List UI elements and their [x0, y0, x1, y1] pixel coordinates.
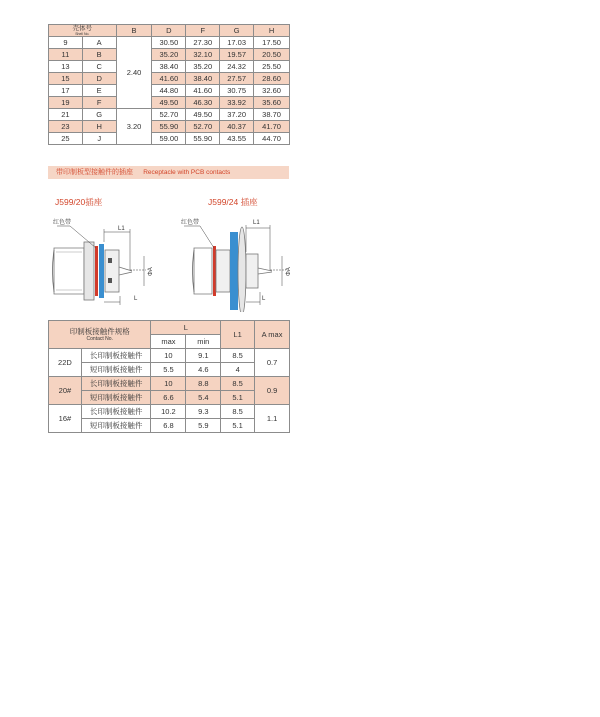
- table-row: [49, 61, 290, 73]
- l-min-cell: 8.8: [186, 377, 221, 391]
- contact-size-cell: 22D: [49, 349, 82, 377]
- f-cell: 46.30: [186, 97, 220, 109]
- header-l: L: [151, 321, 221, 335]
- contact-type-cell: 短印制板接触件: [81, 391, 151, 405]
- contact-type-cell: 长印制板接触件: [81, 405, 151, 419]
- h-cell: 28.60: [254, 73, 290, 85]
- f-cell: 49.50: [186, 109, 220, 121]
- f-cell: 41.60: [186, 85, 220, 97]
- amax-cell: 0.7: [255, 349, 290, 377]
- table-row: [49, 121, 290, 133]
- header-min: min: [186, 335, 221, 349]
- header-amax: A max: [255, 321, 290, 349]
- l-min-cell: 9.3: [186, 405, 221, 419]
- header-max: max: [151, 335, 186, 349]
- left-phi-a-label: ΦA: [148, 267, 154, 276]
- section-heading: [48, 166, 289, 179]
- contact-type-cell: 长印制板接触件: [81, 349, 151, 363]
- h-cell: 20.50: [254, 49, 290, 61]
- contact-type-cell: 短印制板接触件: [81, 419, 151, 433]
- header-d: D: [152, 25, 186, 37]
- shell-no-cell: 15: [49, 73, 83, 85]
- l-min-cell: 5.4: [186, 391, 221, 405]
- header-b: B: [116, 25, 152, 37]
- g-cell: 43.55: [220, 133, 254, 145]
- amax-cell: 0.9: [255, 377, 290, 405]
- f-cell: 35.20: [186, 61, 220, 73]
- l-min-cell: 5.9: [186, 419, 221, 433]
- shell-letter-cell: C: [82, 61, 116, 73]
- d-cell: 35.20: [152, 49, 186, 61]
- header-shell-no: [49, 25, 117, 37]
- f-cell: 38.40: [186, 73, 220, 85]
- d-cell: 30.50: [152, 37, 186, 49]
- d-cell: 52.70: [152, 109, 186, 121]
- l-max-cell: 6.6: [151, 391, 186, 405]
- h-cell: 17.50: [254, 37, 290, 49]
- d-cell: 41.60: [152, 73, 186, 85]
- right-l1-label: L1: [253, 220, 260, 226]
- shell-letter-cell: B: [82, 49, 116, 61]
- l1-cell: 8.5: [221, 405, 255, 419]
- shell-no-cell: 17: [49, 85, 83, 97]
- left-l1-label: L1: [118, 226, 125, 232]
- l1-cell: 5.1: [221, 391, 255, 405]
- shell-letter-cell: G: [82, 109, 116, 121]
- connector-diagrams: [48, 212, 298, 312]
- shell-letter-cell: J: [82, 133, 116, 145]
- shell-no-cell: 19: [49, 97, 83, 109]
- contact-size-cell: 20#: [49, 377, 82, 405]
- shell-letter-cell: H: [82, 121, 116, 133]
- l1-cell: 4: [221, 363, 255, 377]
- f-cell: 32.10: [186, 49, 220, 61]
- contact-size-cell: 16#: [49, 405, 82, 433]
- f-cell: 27.30: [186, 37, 220, 49]
- d-cell: 38.40: [152, 61, 186, 73]
- header-shell-zh: 壳体号: [72, 24, 93, 32]
- d-cell: 55.90: [152, 121, 186, 133]
- l-max-cell: 10: [151, 349, 186, 363]
- g-cell: 37.20: [220, 109, 254, 121]
- table-row: [49, 73, 290, 85]
- table-row: [49, 405, 290, 419]
- header-l1: L1: [221, 321, 255, 349]
- l1-cell: 5.1: [221, 419, 255, 433]
- contact-type-cell: 长印制板接触件: [81, 377, 151, 391]
- h-cell: 35.60: [254, 97, 290, 109]
- g-cell: 27.57: [220, 73, 254, 85]
- table-row: [49, 133, 290, 145]
- shell-no-cell: 25: [49, 133, 83, 145]
- l1-cell: 8.5: [221, 349, 255, 363]
- table-row: [49, 349, 290, 363]
- l-max-cell: 6.8: [151, 419, 186, 433]
- b-value-cell: 2.40: [116, 37, 152, 109]
- l-max-cell: 5.5: [151, 363, 186, 377]
- shell-size-table: [48, 24, 290, 145]
- header-shell-en: Shell No.: [75, 31, 90, 36]
- g-cell: 40.37: [220, 121, 254, 133]
- g-cell: 30.75: [220, 85, 254, 97]
- table-row: [49, 109, 290, 121]
- right-diagram-title: J599/24 插座: [208, 197, 258, 207]
- f-cell: 52.70: [186, 121, 220, 133]
- header-h: H: [254, 25, 290, 37]
- contact-spec-table: [48, 320, 290, 433]
- table-row: [49, 85, 290, 97]
- header-spec-zh: 印制板接触件规格: [69, 326, 130, 336]
- g-cell: 33.92: [220, 97, 254, 109]
- header-f: F: [186, 25, 220, 37]
- left-connector-drawing: [53, 226, 147, 305]
- left-l-label: L: [134, 296, 138, 302]
- section-title-zh: 带印制板型接触件的插座: [56, 168, 133, 176]
- contact-type-cell: 短印制板接触件: [81, 363, 151, 377]
- left-diagram-title: J599/20插座: [55, 197, 103, 207]
- header-contact-spec: [49, 321, 151, 349]
- header-spec-en: Contact No.: [86, 335, 113, 342]
- d-cell: 49.50: [152, 97, 186, 109]
- table-row: [49, 37, 290, 49]
- g-cell: 19.57: [220, 49, 254, 61]
- shell-no-cell: 23: [49, 121, 83, 133]
- table-row: [49, 391, 290, 405]
- b-value-cell: 3.20: [116, 109, 152, 145]
- shell-letter-cell: A: [82, 37, 116, 49]
- shell-no-cell: 21: [49, 109, 83, 121]
- h-cell: 44.70: [254, 133, 290, 145]
- right-phi-a-label: ΦA: [286, 267, 292, 276]
- right-l-label: L: [262, 296, 266, 302]
- section-title-en: Receptacle with PCB contacts: [143, 169, 231, 176]
- right-red-band-label: 红色带: [181, 219, 200, 226]
- table-row: [49, 97, 290, 109]
- f-cell: 55.90: [186, 133, 220, 145]
- shell-letter-cell: F: [82, 97, 116, 109]
- d-cell: 44.80: [152, 85, 186, 97]
- shell-letter-cell: E: [82, 85, 116, 97]
- l-max-cell: 10.2: [151, 405, 186, 419]
- h-cell: 41.70: [254, 121, 290, 133]
- table-row: [49, 363, 290, 377]
- l-min-cell: 4.6: [186, 363, 221, 377]
- l-max-cell: 10: [151, 377, 186, 391]
- h-cell: 38.70: [254, 109, 290, 121]
- header-g: G: [220, 25, 254, 37]
- shell-letter-cell: D: [82, 73, 116, 85]
- amax-cell: 1.1: [255, 405, 290, 433]
- d-cell: 59.00: [152, 133, 186, 145]
- table-row: [49, 419, 290, 433]
- table-row: [49, 377, 290, 391]
- h-cell: 32.60: [254, 85, 290, 97]
- right-connector-drawing: [184, 225, 286, 312]
- l-min-cell: 9.1: [186, 349, 221, 363]
- g-cell: 24.32: [220, 61, 254, 73]
- h-cell: 25.50: [254, 61, 290, 73]
- shell-no-cell: 11: [49, 49, 83, 61]
- table-row: [49, 49, 290, 61]
- shell-no-cell: 13: [49, 61, 83, 73]
- l1-cell: 8.5: [221, 377, 255, 391]
- shell-no-cell: 9: [49, 37, 83, 49]
- left-red-band-label: 红色带: [53, 219, 72, 226]
- g-cell: 17.03: [220, 37, 254, 49]
